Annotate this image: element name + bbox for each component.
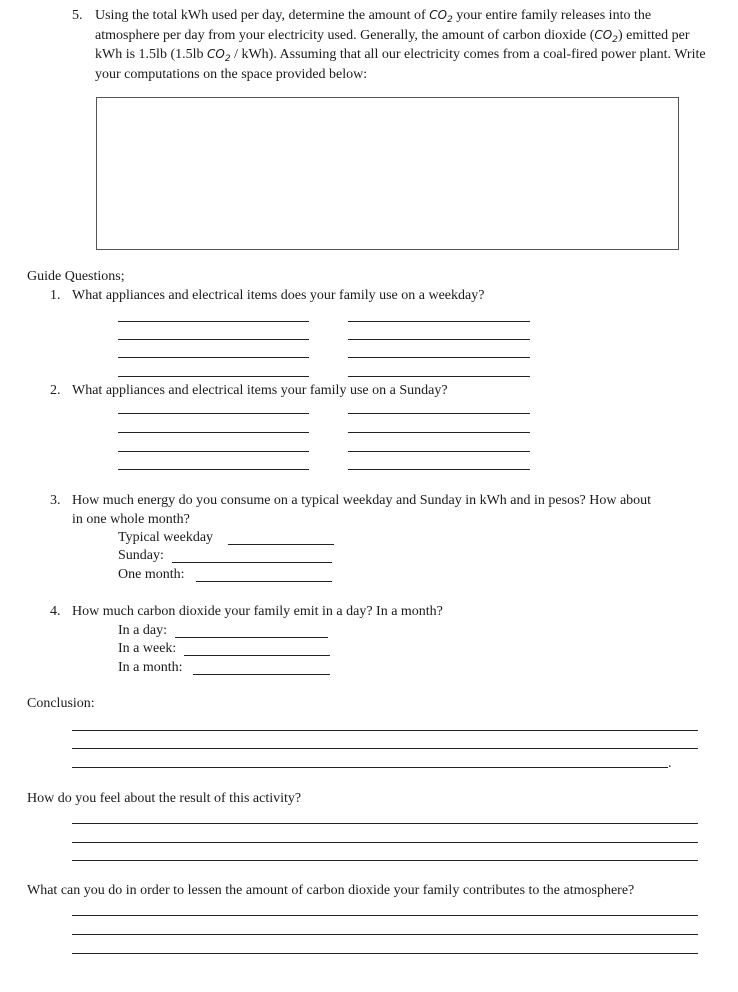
field-label-in-a-day: In a day: (118, 623, 167, 638)
field-line-one-month[interactable] (196, 581, 332, 582)
q3-text-line1: How much energy do you consume on a typical weekday and Sunday in kWh and in pesos? How about (72, 493, 652, 508)
q2-text: What appliances and electrical items your family use on a Sunday? (72, 383, 448, 398)
answer-line[interactable] (118, 339, 309, 340)
field-label-typical-weekday: Typical weekday (118, 530, 214, 545)
q3-number: 3. (50, 493, 61, 508)
answer-line[interactable] (118, 357, 309, 358)
answer-line[interactable] (348, 413, 530, 414)
q3-text-line2: in one whole month? (72, 512, 190, 527)
answer-line[interactable] (118, 451, 309, 452)
answer-line[interactable] (348, 376, 530, 377)
q4-number: 4. (50, 604, 61, 619)
field-line-in-a-day[interactable] (175, 637, 328, 638)
feel-question: How do you feel about the result of this activity? (27, 791, 302, 806)
feel-answer-line[interactable] (72, 842, 698, 843)
guide-heading: Guide Questions; (27, 269, 125, 284)
q1-text: What appliances and electrical items does your family use on a weekday? (72, 288, 485, 303)
answer-line[interactable] (348, 432, 530, 433)
conclusion-line[interactable] (72, 748, 698, 749)
lessen-answer-line[interactable] (72, 953, 698, 954)
answer-line[interactable] (118, 321, 309, 322)
feel-answer-line[interactable] (72, 823, 698, 824)
q5-text: Using the total kWh used per day, determine the amount of $CO_2$ your entire family releases into the atmosphere per day from your electricity used. Generally, the amount of carbon dioxide $(CO_2)$ emitted per kWh is 1.5lb (1.5lb $CO_2 / kWh$). Assuming that all our electricity comes from a coal-fired power plant. Write your computations on the space provided below: (95, 8, 706, 82)
co2-formula: $CO_2$ (207, 47, 231, 64)
field-label-in-a-week: In a week: (118, 641, 177, 656)
field-label-in-a-month: In a month: (118, 660, 183, 675)
co2-formula: $CO_2$ (429, 8, 453, 25)
answer-line[interactable] (118, 413, 309, 414)
answer-line[interactable] (348, 469, 530, 470)
field-line-typical-weekday[interactable] (228, 544, 334, 545)
q4-text: How much carbon dioxide your family emit in a day? In a month? (72, 604, 443, 619)
field-line-in-a-week[interactable] (184, 655, 330, 656)
field-line-sunday[interactable] (172, 562, 332, 563)
answer-line[interactable] (118, 432, 309, 433)
conclusion-line[interactable] (72, 730, 698, 731)
field-label-one-month: One month: (118, 567, 185, 582)
field-label-sunday: Sunday: (118, 548, 164, 563)
answer-line[interactable] (348, 321, 530, 322)
answer-line[interactable] (348, 339, 530, 340)
co2-formula: $CO_2$ (594, 27, 618, 45)
computation-box[interactable] (96, 97, 679, 250)
field-line-in-a-month[interactable] (193, 674, 330, 675)
q5-number: 5. (72, 8, 83, 23)
lessen-answer-line[interactable] (72, 934, 698, 935)
conclusion-line[interactable] (72, 767, 668, 768)
q2-number: 2. (50, 383, 61, 398)
answer-line[interactable] (118, 469, 309, 470)
lessen-question: What can you do in order to lessen the amount of carbon dioxide your family contributes to the atmosphere? (27, 883, 635, 898)
q1-number: 1. (50, 288, 61, 303)
answer-line[interactable] (348, 451, 530, 452)
lessen-answer-line[interactable] (72, 915, 698, 916)
answer-line[interactable] (118, 376, 309, 377)
conclusion-period: . (668, 756, 672, 771)
answer-line[interactable] (348, 357, 530, 358)
feel-answer-line[interactable] (72, 860, 698, 861)
conclusion-label: Conclusion: (27, 696, 95, 711)
